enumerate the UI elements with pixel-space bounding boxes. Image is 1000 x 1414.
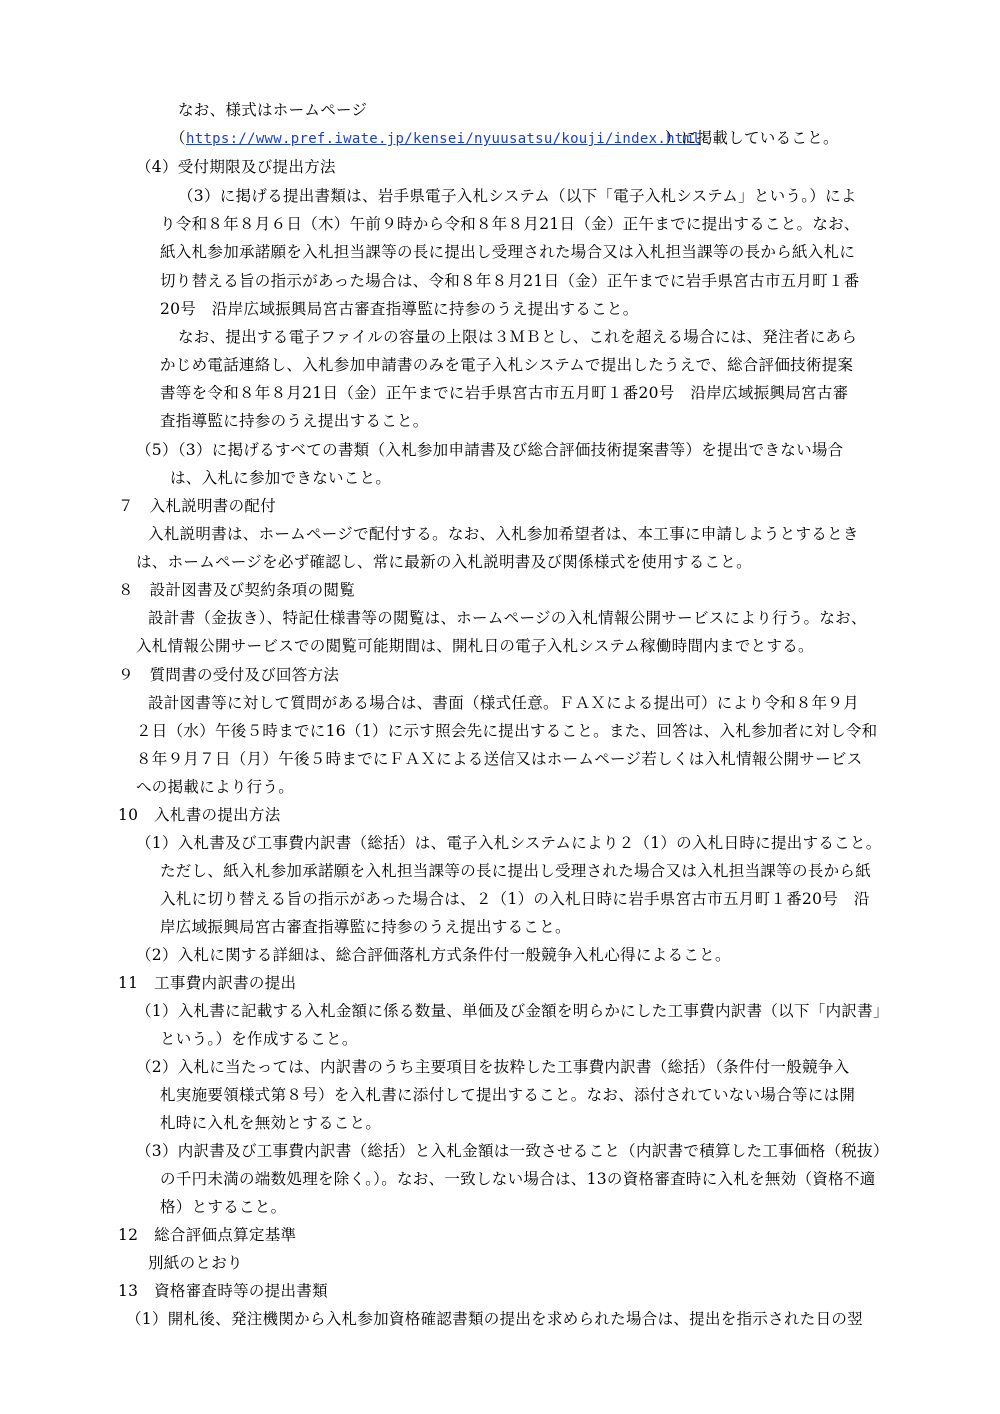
text-line: かじめ電話連絡し、入札参加申請書のみを電子入札システムで提出したうえで、総合評価技術提案: [160, 356, 854, 374]
section-heading: ７ 入札説明書の配付: [118, 497, 277, 515]
text-line: ただし、紙入札参加承諾願を入札担当課等の長に提出し受理された場合又は入札担当課等の長から紙: [160, 862, 872, 880]
text-line: （2）入札に当たっては、内訳書のうち主要項目を抜粋した工事費内訳書（総括）（条件付一般競争入: [136, 1058, 850, 1076]
section-heading: 12 総合評価点算定基準: [118, 1226, 297, 1244]
section-heading: （4）受付期限及び提出方法: [136, 158, 336, 176]
text-line: という。）を作成すること。: [160, 1030, 358, 1048]
text-line: への掲載により行う。: [136, 778, 295, 796]
text-line: なお、提出する電子ファイルの容量の上限は３ＭＢとし、これを超える場合には、発注者にあら: [178, 328, 858, 346]
section-heading: ８ 設計図書及び契約条項の閲覧: [118, 581, 356, 599]
text-line: 紙入札参加承諾願を入札担当課等の長に提出し受理された場合又は入札担当課等の長から紙入札に: [160, 243, 856, 261]
text-line: 20号 沿岸広域振興局宮古審査指導監に持参のうえ提出すること。: [160, 300, 639, 318]
text-line: 入札説明書は、ホームページで配付する。なお、入札参加希望者は、本工事に申請しようとするとき: [148, 525, 859, 543]
section-heading: 11 工事費内訳書の提出: [118, 974, 297, 992]
text-line: は、入札に参加できないこと。: [170, 469, 392, 487]
text-line: なお、様式はホームページ: [178, 101, 368, 119]
text-line: （1）入札書及び工事費内訳書（総括）は、電子入札システムにより２（1）の入札日時に提出すること。: [136, 834, 882, 852]
text-line: 設計書（金抜き）、特記仕様書等の閲覧は、ホームページの入札情報公開サービスにより行う。なお、: [148, 609, 867, 627]
section-heading: （5）（3）に掲げるすべての書類（入札参加申請書及び総合評価技術提案書等）を提出できない場合: [136, 441, 844, 459]
text-line: 査指導監に持参のうえ提出すること。: [160, 412, 429, 430]
section-heading: ９ 質問書の受付及び回答方法: [118, 666, 340, 684]
section-heading: 10 入札書の提出方法: [118, 806, 281, 824]
text-line: 切り替える旨の指示があった場合は、令和８年８月21日（金）正午までに岩手県宮古市五月町１番: [160, 272, 860, 290]
text-line: 書等を令和８年８月21日（金）正午までに岩手県宮古市五月町１番20号 沿岸広域振興局宮古審: [160, 384, 849, 402]
text-line: は、ホームページを必ず確認し、常に最新の入札説明書及び関係様式を使用すること。: [136, 553, 752, 571]
text-line: （3）内訳書及び工事費内訳書（総括）と入札金額は一致させること（内訳書で積算した工事価格（税抜）: [136, 1142, 889, 1160]
text-line: ８年９月７日（月）午後５時までにＦＡＸによる送信又はホームページ若しくは入札情報公開サービス: [136, 750, 863, 768]
text-line: 設計図書等に対して質問がある場合は、書面（様式任意。ＦＡＸによる提出可）により令和８年９月: [148, 694, 860, 712]
text-line: （1）開札後、発注機関から入札参加資格確認書類の提出を求められた場合は、提出を指示された日の翌: [126, 1310, 863, 1328]
text-line: 札時に入札を無効とすること。: [160, 1114, 382, 1132]
section-heading: 13 資格審査時等の提出書類: [118, 1282, 328, 1300]
text-line: （1）入札書に記載する入札金額に係る数量、単価及び金額を明らかにした工事費内訳書（以下「内訳書」: [136, 1002, 889, 1020]
text-line: ）に掲載していること。: [665, 129, 839, 147]
text-line: 岸広域振興局宮古審査指導監に持参のうえ提出すること。: [160, 918, 571, 936]
text-line: 札実施要領様式第８号）を入札書に添付して提出すること。なお、添付されていない場合等には開: [160, 1086, 856, 1104]
text-line: （2）入札に関する詳細は、総合評価落札方式条件付一般競争入札心得によること。: [136, 946, 731, 964]
text-line: り令和８年８月６日（木）午前９時から令和８年８月21日（金）正午までに提出すること。なお、: [160, 215, 860, 233]
text-line: の千円未満の端数処理を除く。）。なお、一致しない場合は、13の資格審査時に入札を無効（資格不適: [160, 1170, 876, 1188]
text-line: 入札情報公開サービスでの閲覧可能期間は、開札日の電子入札システム稼働時間内までとする。: [136, 637, 814, 655]
text-line: 入札に切り替える旨の指示があった場合は、２（1）の入札日時に岩手県宮古市五月町１番20号 沿: [160, 890, 870, 908]
form-url-link[interactable]: https://www.pref.iwate.jp/kensei/nyuusatsu/kouji/index.html: [186, 131, 701, 147]
text-line: 格）とすること。: [160, 1198, 287, 1216]
text-line: （: [170, 129, 186, 147]
text-line: （3）に掲げる提出書類は、岩手県電子入札システム（以下「電子入札システム」という。）によ: [178, 187, 857, 205]
text-line: ２日（水）午後５時までに16（1）に示す照会先に提出すること。また、回答は、入札参加者に対し令和: [136, 722, 878, 740]
text-line: 別紙のとおり: [148, 1254, 243, 1272]
